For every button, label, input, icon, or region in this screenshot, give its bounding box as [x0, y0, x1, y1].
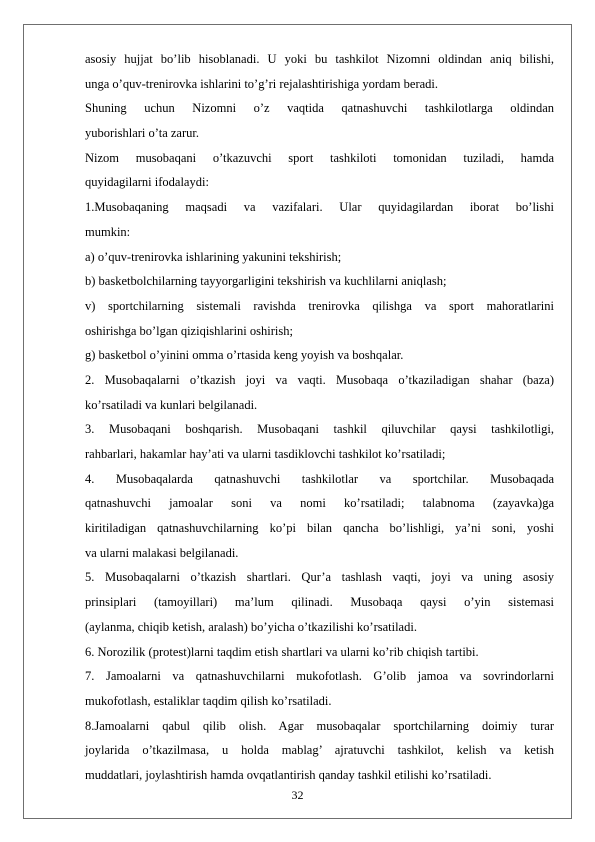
text-line: rahbarlari, hakamlar hay’ati va ularni tasdiklovchi tashkilot ko’rsatiladi;	[85, 447, 446, 461]
text-line: a) o’quv-trenirovka ishlarining yakunini tekshirish;	[85, 249, 342, 264]
text-line: 6. Norozilik (protest)larni taqdim etish shartlari va ularni ko’rib chiqish tartibi.	[85, 644, 479, 659]
text-line: Shuning uchun Nizomni o’z vaqtida qatnashuvchi tashkilotlarga oldindan	[85, 101, 554, 116]
text-line: oshirishga bo’lgan qiziqishlarini oshirish;	[85, 323, 293, 338]
text-line: 8.Jamoalarni qabul qilib olish. Agar musobaqalar sportchilarning doimiy turar	[85, 718, 554, 733]
text-line: (aylanma, chiqib ketish, aralash) bo’yicha o’tkazilishi ko’rsatiladi.	[85, 619, 417, 634]
text-line: asosiy hujjat bo’lib hisoblanadi. U yoki bu tashkilot Nizomni oldindan aniq bilishi,	[85, 52, 554, 66]
text-line: 2. Musobaqalarni o’tkazish joyi va vaqti. Musobaqa o’tkaziladigan shahar (baza)	[85, 372, 554, 387]
text-line: g) basketbol o’yinini omma o’rtasida keng yoyish va boshqalar.	[85, 348, 404, 363]
text-line: b) basketbolchilarning tayyorgarligini tekshirish va kuchlilarni aniqlash;	[85, 274, 447, 289]
text-line: unga o’quv-trenirovka ishlarini to’g’ri rejalashtirishiga yordam beradi.	[85, 76, 439, 91]
text-line: yuborishlari o’ta zarur.	[85, 126, 199, 141]
text-line: Nizom musobaqani o’tkazuvchi sport tashkiloti tomonidan tuziladi, hamda	[85, 150, 554, 165]
text-line: muddatlari, joylashtirish hamda ovqatlantirish qanday tashkil etilishi ko’rsatiladi.	[85, 767, 492, 782]
text-line: qatnashuvchi jamoalar soni va nomi ko’rsatiladi; talabnoma (zayavka)ga	[85, 496, 554, 511]
text-line: va ularni malakasi belgilanadi.	[85, 545, 239, 560]
text-line: kiritiladigan qatnashuvchilarning ko’pi bilan qancha bo’lishligi, ya’ni soni, yoshi	[85, 521, 554, 536]
text-line: quyidagilarni ifodalaydi:	[85, 175, 209, 190]
text-line: v) sportchilarning sistemali ravishda trenirovka qilishga va sport mahoratlarini	[85, 298, 554, 313]
text-line: 4. Musobaqalarda qatnashuvchi tashkilotlar va sportchilar. Musobaqada	[85, 471, 554, 486]
page-number: 32	[291, 788, 304, 802]
text-line: 3. Musobaqani boshqarish. Musobaqani tashkil qiluvchilar qaysi tashkilotligi,	[85, 422, 554, 437]
text-line: 1.Musobaqaning maqsadi va vazifalari. Ular quyidagilardan iborat bo’lishi	[85, 200, 554, 215]
text-line: joylarida o’tkazilmasa, u holda mablag’ ajratuvchi tashkilot, kelish va ketish	[85, 743, 554, 758]
text-line: prinsiplari (tamoyillari) ma’lum qilinadi. Musobaqa qaysi o’yin sistemasi	[85, 595, 554, 610]
text-line: mukofotlash, estaliklar taqdim qilish ko’rsatiladi.	[85, 693, 332, 708]
text-line: mumkin:	[85, 224, 131, 239]
text-line: 7. Jamoalarni va qatnashuvchilarni mukofotlash. G’olib jamoa va sovrindorlarni	[85, 669, 554, 684]
document-body	[85, 47, 554, 788]
text-line: ko’rsatiladi va kunlari belgilanadi.	[85, 397, 258, 412]
text-line: 5. Musobaqalarni o’tkazish shartlari. Qur’a tashlash vaqti, joyi va uning asosiy	[85, 570, 554, 585]
